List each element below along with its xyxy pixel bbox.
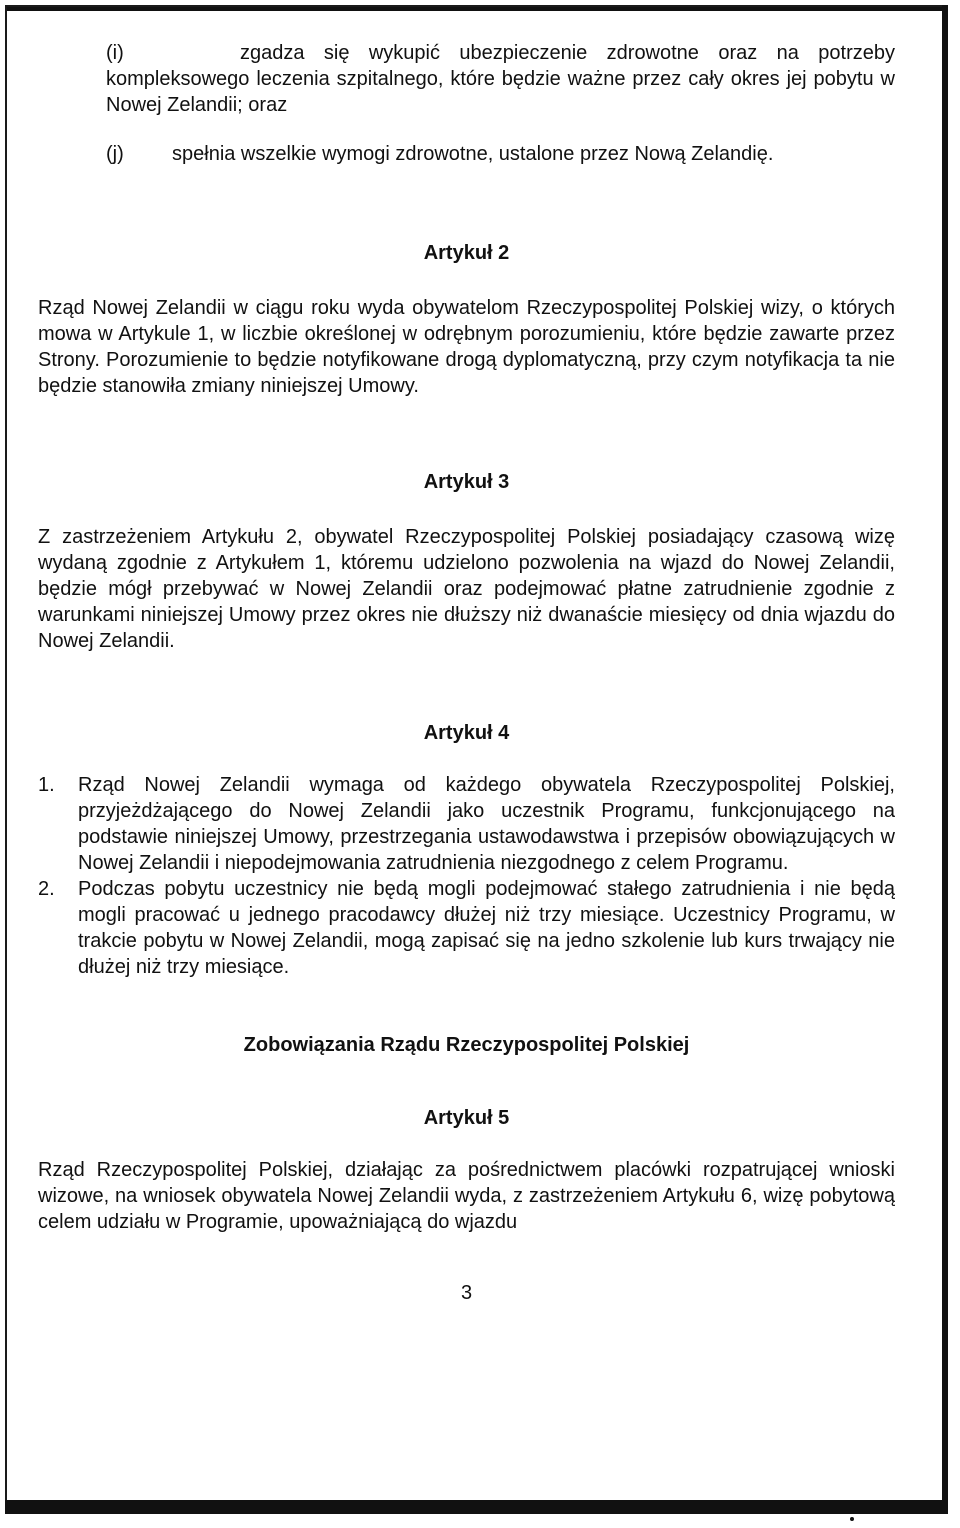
list-item-i xyxy=(38,40,895,118)
article-4-item-2 xyxy=(38,876,895,980)
article-2-text: Rząd Nowej Zelandii w ciągu roku wyda obywatelom Rzeczypospolitej Polskiej wizy, o których mowa w Artykule 1, w liczbie określonej w odrębnym porozumieniu, które będzie zawarte przez Strony. Porozumienie to będzie notyfikowane drogą dyplomatyczną, przy czym notyfikacja ta nie będzie stanowiła zmiany niniejszej Umowy. xyxy=(38,297,895,397)
list-item-text: spełnia wszelkie wymogi zdrowotne, ustalone przez Nową Zelandię. xyxy=(172,143,774,165)
list-item-text: Rząd Nowej Zelandii wymaga od każdego obywatela Rzeczypospolitej Polskiej, przyjeżdżającego do Nowej Zelandii jako uczestnik Programu, funkcjonującego na podstawie niniejszej Umowy, przestrzegania ustawodawstwa i przepisów obowiązujących w Nowej Zelandii i niepodejmowania zatrudnienia niezgodnego z celem Programu. xyxy=(78,774,895,874)
document-body xyxy=(38,40,895,1306)
article-5-text: Rząd Rzeczypospolitej Polskiej, działając za pośrednictwem placówki rozpatrującej wnioski wizowe, na wniosek obywatela Nowej Zelandii wyda, z zastrzeżeniem Artykułu 6, wizę pobytową celem udziału w Programie, upoważniającą do wjazdu xyxy=(38,1159,895,1233)
list-item-text: zgadza się wykupić ubezpieczenie zdrowotne oraz na potrzeby kompleksowego leczenia szpitalnego, które będzie ważne przez cały okres jej pobytu w Nowej Zelandii; oraz xyxy=(106,42,895,116)
article-3-text: Z zastrzeżeniem Artykułu 2, obywatel Rzeczypospolitej Polskiej posiadający czasową wizę wydaną zgodnie z Artykułem 1, któremu udzielono pozwolenia na wjazd do Nowej Zelandii, będzie mógł przebywać w Nowej Zelandii oraz podejmować płatne zatrudnienie zgodnie z warunkami niniejszej Umowy przez okres nie dłuższy niż dwanaście miesięcy od dnia wjazdu do Nowej Zelandii. xyxy=(38,526,895,652)
list-marker: (j) xyxy=(106,143,124,165)
page-border-right xyxy=(942,5,948,1514)
page-border-bottom xyxy=(5,1500,948,1514)
list-marker: 1. xyxy=(38,774,55,796)
article-5-heading: Artykuł 5 xyxy=(423,1107,510,1129)
article-4-item-1 xyxy=(38,772,895,876)
list-item-j xyxy=(38,141,895,167)
article-3-heading: Artykuł 3 xyxy=(423,471,510,493)
page-number: 3 xyxy=(460,1282,473,1304)
list-marker: (i) xyxy=(106,42,124,64)
article-2-heading: Artykuł 2 xyxy=(423,242,510,264)
list-item-text: Podczas pobytu uczestnicy nie będą mogli podejmować stałego zatrudnienia i nie będą mogli pracować u jednego pracodawcy dłużej niż trzy miesiące. Uczestnicy Programu, w trakcie pobytu w Nowej Zelandii, mogą zapisać się na jedno szkolenie lub kurs trwający nie dłużej niż trzy miesiące. xyxy=(78,878,895,978)
article-4-list xyxy=(38,772,895,980)
section-heading: Zobowiązania Rządu Rzeczypospolitej Polskiej xyxy=(243,1034,690,1056)
list-marker: 2. xyxy=(38,878,55,900)
article-4-heading: Artykuł 4 xyxy=(423,722,510,744)
scan-speck xyxy=(850,1517,854,1521)
